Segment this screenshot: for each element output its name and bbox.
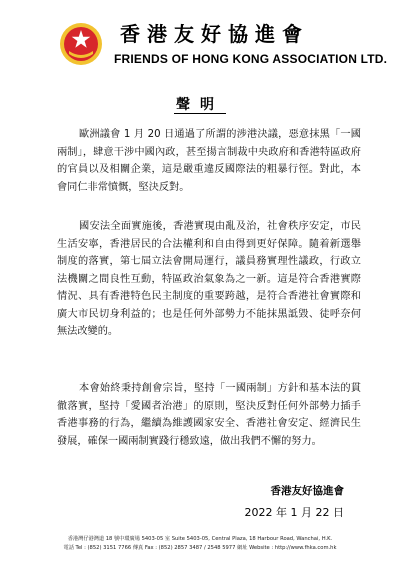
- statement-paragraph-2: 國安法全面實施後，香港實現由亂及治，社會秩序安定，市民生活安寧，香港居民的合法權利和自由得到更好保障。隨着新選舉制度的落實，第七屆立法會開局運行，議員務實理性議政，行政立法機關之間良性互動，特區政治氣象為之一新。這是符合香港實際情況、具有香港特色民主制度的重要跨越，是符合香港社會實際和廣大市民切身利益的；也是任何外部勢力不能抹黑詆毀、徒呼奈何無法改變的。: [57, 221, 361, 337]
- statement-paragraph-3: 本會始終秉持創會宗旨，堅持「一國兩制」方針和基本法的貫徹落實，堅持「愛國者治港」的原則，堅決反對任何外部勢力插手香港事務的行為，繼續為維護國家安全、香港社會安定、經濟民生發展，確保一國兩制實踐行穩致遠，做出我們不懈的努力。: [57, 383, 361, 447]
- title-underline: [174, 113, 226, 114]
- org-name-english: FRIENDS OF HONG KONG ASSOCIATION LTD.: [114, 52, 388, 66]
- signature-organization: 香港友好協進會: [270, 485, 344, 497]
- document-title: 聲明: [176, 97, 224, 113]
- association-logo: [58, 21, 104, 67]
- signature-date: 2022 年 1 月 22 日: [244, 506, 344, 519]
- footer-address: 香港灣仔港灣道 18 號中環廣場 5403-05 室 Suite 5403-05, Central Plaza, 18 Harbour Road, Wanchai, H.K.: [67, 536, 333, 542]
- footer-contact: 電話 Tel : (852) 3151 7766 傳真 Fax : (852) 2857 3487 / 2548 5977 網址 Website : http://www.fhka.com.hk: [63, 545, 337, 551]
- statement-paragraph-1: 歐洲議會 1 月 20 日通過了所謂的涉港決議，惡意抹黑「一國兩制」，肆意干涉中國內政，甚至揚言制裁中央政府和香港特區政府的官員以及相關企業，這是嚴重違反國際法的粗暴行徑。對此，本會同仁非常憤慨，堅決反對。: [57, 129, 361, 193]
- org-name-chinese: 香港友好協進會: [120, 22, 309, 46]
